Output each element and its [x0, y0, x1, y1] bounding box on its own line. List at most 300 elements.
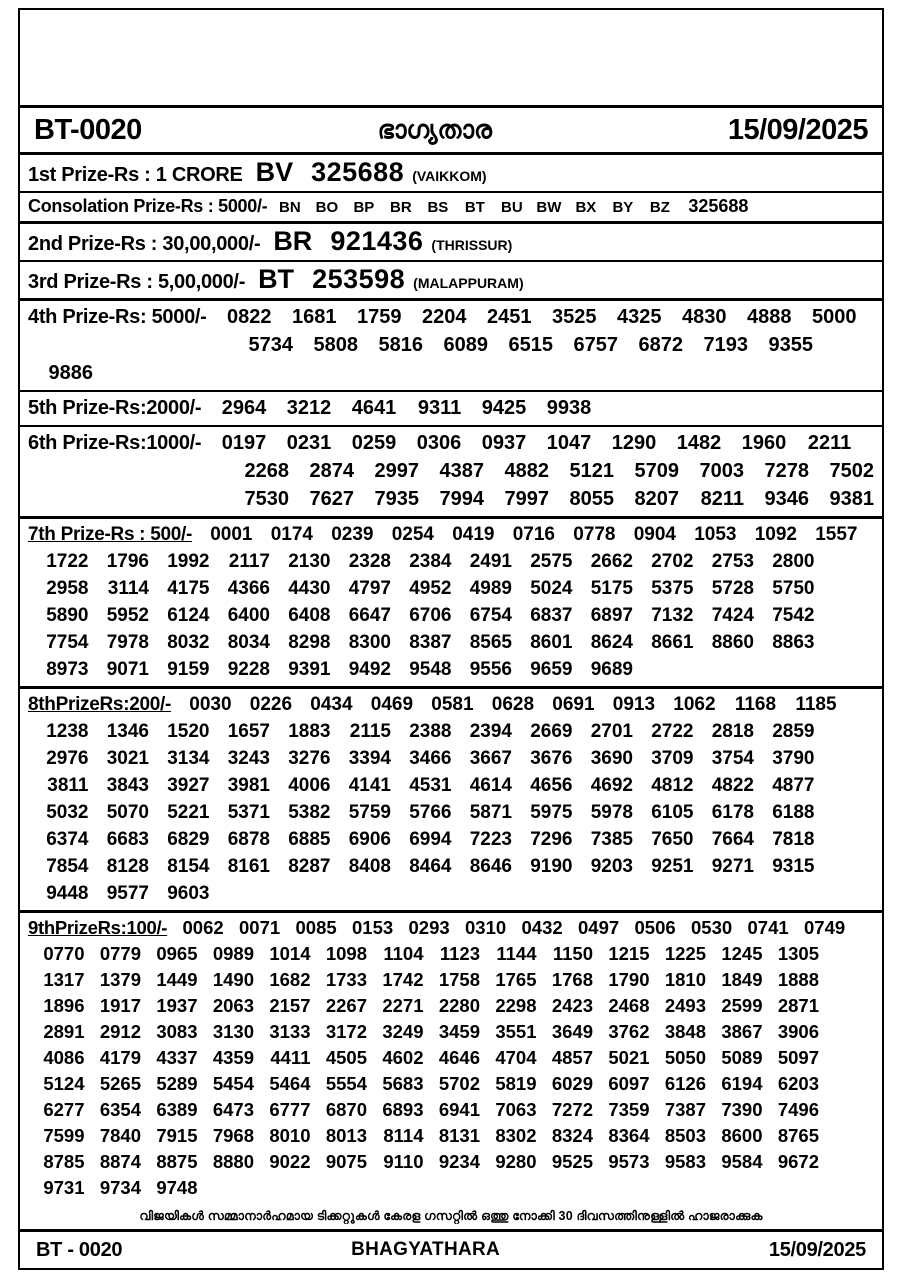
prize-number: 0581 [431, 694, 474, 715]
prize-number: 9346 [764, 488, 809, 510]
prize-number: 2662 [590, 551, 633, 572]
prize-number: 0310 [465, 917, 507, 938]
prize-number: 9381 [829, 488, 874, 510]
prize-number: 4704 [495, 1047, 537, 1068]
prize-number: 9228 [227, 659, 270, 680]
prize-number: 1742 [382, 969, 424, 990]
prize-number: 3690 [590, 748, 633, 769]
prize-number: 1520 [167, 721, 210, 742]
prize-number: 6777 [269, 1099, 311, 1120]
prize-number: 9734 [99, 1177, 141, 1198]
prize-number: 4531 [409, 775, 452, 796]
fifth-prize-label: 5th Prize-Rs:2000/- [28, 397, 202, 419]
prize-number: 0071 [239, 917, 281, 938]
prize-number: 0716 [512, 524, 555, 545]
prize-number: 3551 [495, 1021, 537, 1042]
prize-number: 0965 [156, 943, 198, 964]
eighth-prize-numbers [28, 691, 874, 907]
grid-spacer [28, 331, 228, 359]
prize-number: 1681 [292, 306, 337, 328]
prize-number: 8287 [288, 856, 331, 877]
prize-number: 7385 [590, 829, 633, 850]
prize-number: 1346 [106, 721, 149, 742]
consolation-series: BX [575, 199, 597, 216]
prize-number: 0293 [408, 917, 450, 938]
prize-number: 9159 [167, 659, 210, 680]
prize-number: 1317 [43, 969, 85, 990]
prize-number: 1305 [777, 943, 819, 964]
blank-header-box [20, 10, 882, 108]
prize-number: 8785 [43, 1151, 85, 1172]
prize-number: 6872 [638, 334, 683, 356]
prize-number: 2388 [409, 721, 452, 742]
prize-number: 3130 [212, 1021, 254, 1042]
prize-number: 8364 [608, 1125, 650, 1146]
prize-number: 8875 [156, 1151, 198, 1172]
prize-number: 2328 [348, 551, 391, 572]
prize-number: 5808 [313, 334, 358, 356]
prize-number: 3848 [664, 1021, 706, 1042]
consolation-series: BU [501, 199, 523, 216]
prize-number: 5121 [569, 460, 614, 482]
prize-number: 3709 [651, 748, 694, 769]
prize-number: 3394 [348, 748, 391, 769]
prize-number: 6105 [651, 802, 694, 823]
prize-number: 1014 [269, 943, 311, 964]
prize-number: 0062 [182, 917, 224, 938]
prize-number: 9234 [438, 1151, 480, 1172]
grid-spacer [28, 485, 224, 513]
prize-number: 8601 [530, 632, 573, 653]
prize-number: 2063 [212, 995, 254, 1016]
prize-number: 6126 [664, 1073, 706, 1094]
prize-number: 9425 [481, 397, 527, 419]
prize-number: 1810 [664, 969, 706, 990]
prize-number: 1245 [721, 943, 763, 964]
prize-number: 7530 [244, 488, 289, 510]
consolation-series: BZ [649, 199, 670, 216]
prize-number: 0904 [633, 524, 676, 545]
prize-number: 8010 [269, 1125, 311, 1146]
prize-number: 2997 [374, 460, 419, 482]
prize-number: 6178 [711, 802, 754, 823]
prize-number: 7968 [212, 1125, 254, 1146]
prize-number: 2298 [495, 995, 537, 1016]
prize-number: 7496 [777, 1099, 819, 1120]
prize-number: 7627 [309, 488, 354, 510]
consolation-series: BP [353, 199, 375, 216]
prize-number: 5032 [46, 802, 89, 823]
prize-number: 5766 [409, 802, 452, 823]
prize-number: 7223 [469, 829, 512, 850]
prize-number: 1185 [795, 694, 837, 715]
third-prize-series: BT [258, 264, 295, 294]
prize-number: 3843 [106, 775, 149, 796]
first-prize-series: BV [255, 157, 294, 187]
ticket-code: BT-0020 [34, 113, 142, 146]
prize-number: 1888 [777, 969, 819, 990]
prize-number: 7424 [711, 605, 754, 626]
prize-number: 8863 [772, 632, 815, 653]
prize-number: 9573 [608, 1151, 650, 1172]
prize-number: 1759 [357, 306, 402, 328]
prize-number: 7390 [721, 1099, 763, 1120]
prize-number: 2859 [772, 721, 815, 742]
prize-number: 9271 [711, 856, 754, 877]
prize-number: 3021 [106, 748, 149, 769]
prize-number: 2493 [664, 995, 706, 1016]
prize-number: 5371 [227, 802, 270, 823]
prize-number: 7994 [439, 488, 484, 510]
prize-number: 1490 [212, 969, 254, 990]
prize-number: 7296 [530, 829, 573, 850]
prize-number: 2394 [469, 721, 512, 742]
prize-number: 5819 [495, 1073, 537, 1094]
prize-number: 4692 [590, 775, 633, 796]
consolation-series: BY [612, 199, 634, 216]
prize-number: 9548 [409, 659, 452, 680]
prize-number: 1557 [815, 524, 858, 545]
prize-number: 1150 [552, 943, 593, 964]
prize-number: 4006 [288, 775, 331, 796]
prize-number: 4882 [504, 460, 549, 482]
prize-number: 6837 [530, 605, 573, 626]
prize-number: 6870 [325, 1099, 367, 1120]
prize-number: 2271 [382, 995, 424, 1016]
prize-number: 2575 [530, 551, 573, 572]
prize-number: 7063 [495, 1099, 537, 1120]
prize-number: 7997 [504, 488, 549, 510]
prize-number: 8300 [348, 632, 391, 653]
prize-number: 0778 [573, 524, 616, 545]
prize-number: 2818 [711, 721, 754, 742]
consolation-prize-number: 325688 [688, 196, 749, 216]
prize-number: 4857 [551, 1047, 593, 1068]
prize-number: 4141 [348, 775, 391, 796]
prize-number: 8032 [167, 632, 210, 653]
prize-number: 2800 [772, 551, 815, 572]
prize-number: 7978 [106, 632, 149, 653]
prize-number: 2964 [221, 397, 267, 419]
prize-number: 9938 [546, 397, 592, 419]
prize-number: 5089 [721, 1047, 763, 1068]
prize-number: 4179 [99, 1047, 141, 1068]
third-prize-place: (MALAPPURAM) [413, 275, 524, 291]
prize-number: 0822 [227, 306, 272, 328]
prize-number: 0432 [521, 917, 563, 938]
prize-number: 4602 [382, 1047, 424, 1068]
prize-number: 0469 [370, 694, 414, 715]
prize-number: 8207 [634, 488, 679, 510]
prize-number: 9672 [777, 1151, 819, 1172]
prize-number: 3867 [721, 1021, 763, 1042]
prize-number: 1937 [156, 995, 198, 1016]
prize-number: 4337 [156, 1047, 198, 1068]
ninth-prize-label: 9thPrizeRs:100/- [28, 917, 168, 938]
prize-number: 2874 [309, 460, 354, 482]
prize-number: 1449 [156, 969, 198, 990]
prize-number: 1290 [611, 432, 657, 454]
prize-number: 5382 [288, 802, 331, 823]
prize-number: 2958 [46, 578, 89, 599]
prize-number: 5709 [634, 460, 679, 482]
prize-number: 0741 [747, 917, 789, 938]
prize-number: 0030 [189, 694, 232, 715]
prize-number: 5759 [348, 802, 391, 823]
prize-number: 8055 [569, 488, 614, 510]
prize-number: 1917 [99, 995, 141, 1016]
prize-number: 6089 [443, 334, 488, 356]
prize-number: 6897 [590, 605, 633, 626]
prize-number: 1482 [676, 432, 722, 454]
prize-number: 1790 [608, 969, 650, 990]
prize-number: 7003 [699, 460, 744, 482]
prize-number: 7650 [651, 829, 694, 850]
prize-number: 0628 [491, 694, 535, 715]
prize-number: 5050 [664, 1047, 706, 1068]
prize-number: 9391 [288, 659, 331, 680]
eighth-prize-row [20, 689, 882, 913]
prize-number: 5975 [530, 802, 573, 823]
third-prize-label: 3rd Prize-Rs : 5,00,000/- [28, 271, 246, 293]
prize-number: 8565 [469, 632, 512, 653]
prize-number: 3906 [777, 1021, 819, 1042]
prize-number: 4430 [288, 578, 331, 599]
prize-number: 6277 [43, 1099, 85, 1120]
prize-number: 9315 [772, 856, 815, 877]
prize-number: 2268 [244, 460, 289, 482]
sixth-prize-label: 6th Prize-Rs:1000/- [28, 432, 202, 454]
first-prize-label: 1st Prize-Rs : 1 CRORE [28, 164, 243, 186]
prize-number: 0913 [612, 694, 656, 715]
prize-number: 5375 [651, 578, 694, 599]
prize-number: 3466 [409, 748, 452, 769]
prize-number: 9251 [651, 856, 694, 877]
prize-number: 7542 [772, 605, 815, 626]
prize-number: 2753 [711, 551, 754, 572]
prize-number: 1758 [438, 969, 480, 990]
prize-number: 7818 [772, 829, 815, 850]
seventh-prize-label: 7th Prize-Rs : 500/- [28, 524, 192, 545]
prize-number: 2491 [469, 551, 512, 572]
prize-number: 4952 [409, 578, 452, 599]
prize-number: 2211 [807, 432, 852, 454]
prize-number: 3133 [269, 1021, 311, 1042]
prize-number: 9583 [664, 1151, 706, 1172]
consolation-prize-row [20, 193, 882, 224]
prize-number: 0419 [452, 524, 495, 545]
prize-number: 8161 [227, 856, 270, 877]
prize-number: 6941 [438, 1099, 480, 1120]
prize-number: 1765 [495, 969, 537, 990]
prize-number: 1733 [325, 969, 367, 990]
prize-number: 1849 [721, 969, 763, 990]
prize-number: 9203 [590, 856, 633, 877]
prize-number: 4387 [439, 460, 484, 482]
consolation-series: BW [536, 199, 562, 216]
prize-number: 3083 [156, 1021, 198, 1042]
prize-number: 5978 [590, 802, 633, 823]
prize-number: 2701 [590, 721, 633, 742]
prize-number: 4656 [530, 775, 573, 796]
prize-number: 9731 [43, 1177, 85, 1198]
consolation-series-list [271, 199, 678, 216]
prize-number: 2423 [551, 995, 593, 1016]
prize-number: 1960 [741, 432, 787, 454]
prize-number: 8387 [409, 632, 452, 653]
first-prize-number: 325688 [311, 157, 405, 187]
fifth-prize-row [20, 392, 882, 427]
prize-number: 1092 [754, 524, 797, 545]
prize-number: 2451 [487, 306, 532, 328]
prize-number: 7278 [764, 460, 809, 482]
prize-number: 5728 [711, 578, 754, 599]
prize-number: 2130 [288, 551, 331, 572]
prize-number: 6354 [99, 1099, 141, 1120]
footer-ticket-code: BT - 0020 [36, 1238, 123, 1261]
prize-number: 0259 [351, 432, 397, 454]
grid-spacer [28, 457, 224, 485]
prize-number: 8154 [167, 856, 210, 877]
prize-number: 6408 [288, 605, 331, 626]
prize-number: 3459 [438, 1021, 480, 1042]
prize-number: 6885 [288, 829, 331, 850]
prize-number: 8765 [777, 1125, 819, 1146]
prize-number: 3811 [47, 775, 89, 796]
prize-number: 1047 [546, 432, 592, 454]
prize-number: 3927 [167, 775, 210, 796]
prize-number: 9110 [383, 1151, 424, 1172]
prize-number: 5554 [325, 1073, 367, 1094]
prize-number: 8211 [700, 488, 744, 510]
prize-number: 0239 [331, 524, 374, 545]
prize-number: 4641 [351, 397, 397, 419]
prize-number: 3676 [530, 748, 573, 769]
prize-number: 6878 [227, 829, 270, 850]
prize-number: 2384 [409, 551, 452, 572]
prize-number: 7854 [46, 856, 89, 877]
prize-number: 1796 [106, 551, 149, 572]
prize-number: 7599 [43, 1125, 85, 1146]
prize-number: 5221 [167, 802, 210, 823]
fourth-prize-label: 4th Prize-Rs: 5000/- [28, 306, 207, 328]
prize-number: 0937 [481, 432, 527, 454]
prize-number: 9525 [551, 1151, 593, 1172]
prize-number: 6374 [46, 829, 89, 850]
prize-number: 6706 [409, 605, 452, 626]
prize-number: 7935 [374, 488, 419, 510]
prize-number: 1238 [46, 721, 89, 742]
prize-number: 7840 [99, 1125, 141, 1146]
ninth-prize-row [20, 913, 882, 1204]
third-prize-row [20, 262, 882, 301]
prize-number: 4505 [325, 1047, 367, 1068]
prize-number: 0497 [578, 917, 620, 938]
prize-number: 8661 [651, 632, 694, 653]
prize-number: 0254 [391, 524, 434, 545]
prize-number: 8973 [46, 659, 89, 680]
prize-number: 9071 [106, 659, 149, 680]
prize-number: 1379 [99, 969, 141, 990]
title-row [20, 108, 882, 155]
footer-draw-date: 15/09/2025 [768, 1238, 866, 1261]
prize-number: 5464 [269, 1073, 311, 1094]
prize-number: 1768 [551, 969, 593, 990]
prize-number: 5000 [812, 306, 857, 328]
prize-number: 8298 [288, 632, 331, 653]
prize-number: 6994 [409, 829, 452, 850]
prize-number: 2115 [349, 721, 391, 742]
prize-number: 9190 [530, 856, 573, 877]
prize-number: 5097 [777, 1047, 819, 1068]
prize-number: 9492 [348, 659, 391, 680]
prize-number: 6097 [608, 1073, 650, 1094]
prize-number: 9659 [530, 659, 573, 680]
prize-number: 8874 [99, 1151, 141, 1172]
prize-number: 1104 [383, 943, 424, 964]
result-sheet [18, 8, 884, 1270]
prize-number: 2157 [269, 995, 311, 1016]
prize-number: 5952 [106, 605, 149, 626]
prize-number: 1883 [288, 721, 331, 742]
consolation-series: BS [427, 199, 449, 216]
footer-lottery-name: BHAGYATHARA [351, 1239, 501, 1260]
prize-number: 3649 [551, 1021, 593, 1042]
prize-number: 9556 [469, 659, 512, 680]
prize-number: 2280 [438, 995, 480, 1016]
prize-number: 2891 [43, 1021, 85, 1042]
prize-number: 9577 [106, 883, 149, 904]
prize-number: 6647 [348, 605, 391, 626]
prize-number: 7387 [664, 1099, 706, 1120]
lottery-name-malayalam: ഭാഗ്യതാര [377, 115, 492, 144]
prize-number: 9311 [417, 397, 462, 419]
prize-number: 3172 [325, 1021, 367, 1042]
prize-number: 2267 [325, 995, 367, 1016]
prize-number: 9280 [495, 1151, 537, 1172]
prize-number: 1062 [673, 694, 716, 715]
prize-number: 8128 [106, 856, 149, 877]
prize-number: 2702 [651, 551, 694, 572]
sixth-prize-row [20, 427, 882, 519]
prize-number: 2599 [721, 995, 763, 1016]
prize-number: 4086 [43, 1047, 85, 1068]
prize-number: 7664 [711, 829, 754, 850]
prize-number: 3276 [288, 748, 331, 769]
prize-number: 6188 [772, 802, 815, 823]
prize-number: 7754 [46, 632, 89, 653]
prize-number: 1992 [167, 551, 210, 572]
prize-number: 9022 [269, 1151, 311, 1172]
prize-number: 4359 [212, 1047, 254, 1068]
prize-number: 7193 [703, 334, 748, 356]
prize-number: 3667 [469, 748, 512, 769]
prize-number: 0749 [804, 917, 846, 938]
prize-number: 2468 [608, 995, 650, 1016]
prize-number: 2722 [651, 721, 694, 742]
prize-number: 6400 [227, 605, 270, 626]
prize-number: 8860 [711, 632, 754, 653]
prize-number: 3981 [227, 775, 270, 796]
prize-number: 0779 [99, 943, 141, 964]
sixth-prize-numbers [28, 429, 874, 513]
prize-number: 3212 [286, 397, 332, 419]
prize-number: 5454 [212, 1073, 254, 1094]
prize-number: 6893 [382, 1099, 424, 1120]
prize-number: 0001 [210, 524, 253, 545]
prize-number: 2976 [46, 748, 89, 769]
prize-number: 4877 [772, 775, 815, 796]
